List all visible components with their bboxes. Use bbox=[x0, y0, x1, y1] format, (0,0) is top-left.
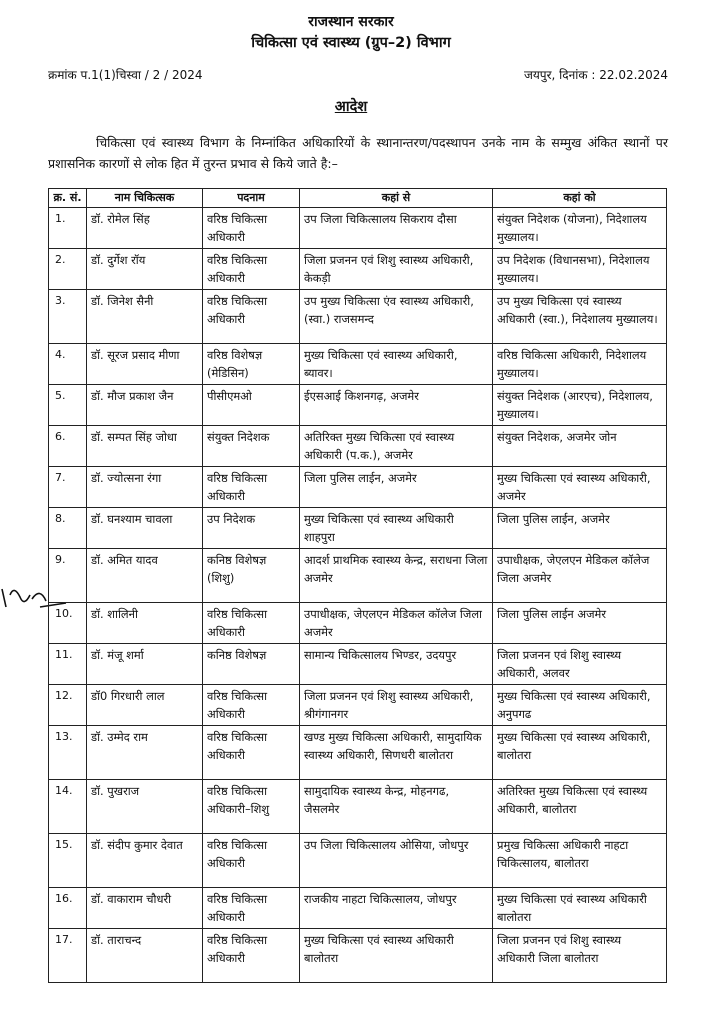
cell-sno: 15. bbox=[49, 834, 87, 888]
reference-number: क्रमांक प.1(1)चिस्वा / 2 / 2024 bbox=[48, 68, 203, 82]
cell-from: आदर्श प्राथमिक स्वास्थ्य केन्द्र, सराधना जिला अजमेर bbox=[300, 549, 493, 603]
cell-to: मुख्य चिकित्सा एवं स्वास्थ्य अधिकारी, बालोतरा bbox=[493, 726, 667, 780]
table-row bbox=[49, 888, 667, 929]
cell-name: डॉ. घनश्याम चावला bbox=[87, 508, 203, 549]
cell-to: मुख्य चिकित्सा एवं स्वास्थ्य अधिकारी बालोतरा bbox=[493, 888, 667, 929]
cell-designation: वरिष्ठ चिकित्सा अधिकारी bbox=[203, 208, 300, 249]
cell-sno: 3. bbox=[49, 290, 87, 344]
place-date: जयपुर, दिनांक : 22.02.2024 bbox=[523, 68, 668, 82]
cell-name: डॉ. ताराचन्द bbox=[87, 929, 203, 983]
cell-from: सामान्य चिकित्सालय भिण्डर, उदयपुर bbox=[300, 644, 493, 685]
cell-to: प्रमुख चिकित्सा अधिकारी नाहटा चिकित्सालय, बालोतरा bbox=[493, 834, 667, 888]
cell-designation: वरिष्ठ चिकित्सा अधिकारी bbox=[203, 929, 300, 983]
table-row bbox=[49, 249, 667, 290]
cell-designation: वरिष्ठ चिकित्सा अधिकारी bbox=[203, 726, 300, 780]
cell-designation: वरिष्ठ चिकित्सा अधिकारी bbox=[203, 834, 300, 888]
cell-from: अतिरिक्त मुख्य चिकित्सा एवं स्वास्थ्य अधिकारी (प.क.), अजमेर bbox=[300, 426, 493, 467]
cell-sno: 9. bbox=[49, 549, 87, 603]
cell-designation: वरिष्ठ चिकित्सा अधिकारी bbox=[203, 888, 300, 929]
cell-designation: कनिष्ठ विशेषज्ञ (शिशु) bbox=[203, 549, 300, 603]
cell-sno: 13. bbox=[49, 726, 87, 780]
intro-paragraph: चिकित्सा एवं स्वास्थ्य विभाग के निम्नांकित अधिकारियों के स्थानान्तरण/पदस्थापन उनके नाम के सम्मुख अंकित स्थानों पर प्रशासनिक कारणों से लोक हित में तुरन्त प्रभाव से किये जाते है:– bbox=[48, 135, 668, 171]
cell-name: डॉ. रोमेल सिंह bbox=[87, 208, 203, 249]
cell-from: उप जिला चिकित्सालय ओसिया, जोधपुर bbox=[300, 834, 493, 888]
cell-sno: 8. bbox=[49, 508, 87, 549]
cell-name: डॉ0 गिरधारी लाल bbox=[87, 685, 203, 726]
cell-to: मुख्य चिकित्सा एवं स्वास्थ्य अधिकारी, अजमेर bbox=[493, 467, 667, 508]
cell-to: उपाधीक्षक, जेएलएन मेडिकल कॉलेज जिला अजमेर bbox=[493, 549, 667, 603]
cell-name: डॉ. मंजू शर्मा bbox=[87, 644, 203, 685]
cell-designation: कनिष्ठ विशेषज्ञ bbox=[203, 644, 300, 685]
cell-designation: वरिष्ठ विशेषज्ञ (मेडिसिन) bbox=[203, 344, 300, 385]
cell-name: डॉ. सम्पत सिंह जोधा bbox=[87, 426, 203, 467]
order-heading bbox=[0, 96, 702, 116]
cell-designation: वरिष्ठ चिकित्सा अधिकारी bbox=[203, 467, 300, 508]
table-row bbox=[49, 508, 667, 549]
cell-from: सामुदायिक स्वास्थ्य केन्द्र, मोहनगढ, जैसलमेर bbox=[300, 780, 493, 834]
table-row bbox=[49, 685, 667, 726]
table-header-row bbox=[49, 189, 667, 208]
department-heading: चिकित्सा एवं स्वास्थ्य (ग्रुप–2) विभाग bbox=[251, 35, 451, 51]
cell-to: जिला पुलिस लाईन, अजमेर bbox=[493, 508, 667, 549]
cell-from: उप मुख्य चिकित्सा एंव स्वास्थ्य अधिकारी, (स्वा.) राजसमन्द bbox=[300, 290, 493, 344]
cell-name: डॉ. वाकाराम चौधरी bbox=[87, 888, 203, 929]
cell-sno: 1. bbox=[49, 208, 87, 249]
cell-from: मुख्य चिकित्सा एवं स्वास्थ्य अधिकारी शाहपुरा bbox=[300, 508, 493, 549]
header-name: नाम चिकित्सक bbox=[87, 189, 203, 208]
header-from: कहां से bbox=[300, 189, 493, 208]
cell-to: अतिरिक्त मुख्य चिकित्सा एवं स्वास्थ्य अधिकारी, बालोतरा bbox=[493, 780, 667, 834]
cell-to: जिला प्रजनन एवं शिशु स्वास्थ्य अधिकारी जिला बालोतरा bbox=[493, 929, 667, 983]
cell-to: जिला प्रजनन एवं शिशु स्वास्थ्य अधिकारी, अलवर bbox=[493, 644, 667, 685]
table-row bbox=[49, 780, 667, 834]
header-designation: पदनाम bbox=[203, 189, 300, 208]
cell-sno: 6. bbox=[49, 426, 87, 467]
table-row bbox=[49, 426, 667, 467]
cell-name: डॉ. ज्योत्सना रंगा bbox=[87, 467, 203, 508]
cell-sno: 14. bbox=[49, 780, 87, 834]
cell-to: संयुक्त निदेशक (योजना), निदेशालय मुख्यालय। bbox=[493, 208, 667, 249]
table-body bbox=[49, 208, 667, 983]
cell-sno: 4. bbox=[49, 344, 87, 385]
header-sno: क्र. सं. bbox=[49, 189, 87, 208]
cell-to: वरिष्ठ चिकित्सा अधिकारी, निदेशालय मुख्यालय। bbox=[493, 344, 667, 385]
cell-from: ईएसआई किशनगढ़, अजमेर bbox=[300, 385, 493, 426]
cell-from: उप जिला चिकित्सालय सिकराय दौसा bbox=[300, 208, 493, 249]
cell-designation: वरिष्ठ चिकित्सा अधिकारी bbox=[203, 685, 300, 726]
transfer-table bbox=[48, 188, 667, 983]
table-row bbox=[49, 208, 667, 249]
cell-designation: पीसीएमओ bbox=[203, 385, 300, 426]
cell-to: संयुक्त निदेशक (आरएच), निदेशालय, मुख्यालय। bbox=[493, 385, 667, 426]
table-row bbox=[49, 467, 667, 508]
cell-designation: वरिष्ठ चिकित्सा अधिकारी bbox=[203, 249, 300, 290]
cell-designation: उप निदेशक bbox=[203, 508, 300, 549]
table-row bbox=[49, 929, 667, 983]
cell-name: डॉ. शालिनी bbox=[87, 603, 203, 644]
cell-to: जिला पुलिस लाईन अजमेर bbox=[493, 603, 667, 644]
cell-sno: 2. bbox=[49, 249, 87, 290]
cell-to: मुख्य चिकित्सा एवं स्वास्थ्य अधिकारी, अनुपगढ bbox=[493, 685, 667, 726]
table-row bbox=[49, 549, 667, 603]
table-row bbox=[49, 290, 667, 344]
cell-name: डॉ. दुर्गेश रॉय bbox=[87, 249, 203, 290]
cell-to: उप निदेशक (विधानसभा), निदेशालय मुख्यालय। bbox=[493, 249, 667, 290]
cell-sno: 17. bbox=[49, 929, 87, 983]
cell-name: डॉ. जिनेश सैनी bbox=[87, 290, 203, 344]
cell-from: राजकीय नाहटा चिकित्सालय, जोधपुर bbox=[300, 888, 493, 929]
cell-from: खण्ड मुख्य चिकित्सा अधिकारी, सामुदायिक स्वास्थ्य अधिकारी, सिणधरी बालोतरा bbox=[300, 726, 493, 780]
cell-to: संयुक्त निदेशक, अजमेर जोन bbox=[493, 426, 667, 467]
cell-name: डॉ. उम्मेद राम bbox=[87, 726, 203, 780]
table-row bbox=[49, 644, 667, 685]
cell-designation: वरिष्ठ चिकित्सा अधिकारी bbox=[203, 603, 300, 644]
table-row bbox=[49, 385, 667, 426]
table-row bbox=[49, 726, 667, 780]
cell-from: जिला प्रजनन एवं शिशु स्वास्थ्य अधिकारी, श्रीगंगानगर bbox=[300, 685, 493, 726]
cell-sno: 7. bbox=[49, 467, 87, 508]
header-to: कहां को bbox=[493, 189, 667, 208]
table-row bbox=[49, 344, 667, 385]
government-heading: राजस्थान सरकार bbox=[308, 14, 394, 30]
cell-name: डॉ. संदीप कुमार देवात bbox=[87, 834, 203, 888]
cell-sno: 11. bbox=[49, 644, 87, 685]
cell-name: डॉ. अमित यादव bbox=[87, 549, 203, 603]
cell-name: डॉ. सूरज प्रसाद मीणा bbox=[87, 344, 203, 385]
table-row bbox=[49, 603, 667, 644]
cell-sno: 12. bbox=[49, 685, 87, 726]
cell-to: उप मुख्य चिकित्सा एवं स्वास्थ्य अधिकारी (स्वा.), निदेशालय मुख्यालय। bbox=[493, 290, 667, 344]
order-title: आदेश bbox=[334, 99, 368, 115]
cell-sno: 16. bbox=[49, 888, 87, 929]
cell-designation: संयुक्त निदेशक bbox=[203, 426, 300, 467]
cell-from: मुख्य चिकित्सा एवं स्वास्थ्य अधिकारी, ब्यावर। bbox=[300, 344, 493, 385]
cell-from: उपाधीक्षक, जेएलएन मेडिकल कॉलेज जिला अजमेर bbox=[300, 603, 493, 644]
cell-from: जिला प्रजनन एवं शिशु स्वास्थ्य अधिकारी, केकड़ी bbox=[300, 249, 493, 290]
cell-from: जिला पुलिस लाईन, अजमेर bbox=[300, 467, 493, 508]
cell-sno: 10. bbox=[49, 603, 87, 644]
cell-name: डॉ. पुखराज bbox=[87, 780, 203, 834]
cell-from: मुख्य चिकित्सा एवं स्वास्थ्य अधिकारी बालोतरा bbox=[300, 929, 493, 983]
cell-designation: वरिष्ठ चिकित्सा अधिकारी–शिशु bbox=[203, 780, 300, 834]
cell-name: डॉ. मौज प्रकाश जैन bbox=[87, 385, 203, 426]
cell-sno: 5. bbox=[49, 385, 87, 426]
cell-designation: वरिष्ठ चिकित्सा अधिकारी bbox=[203, 290, 300, 344]
table-row bbox=[49, 834, 667, 888]
